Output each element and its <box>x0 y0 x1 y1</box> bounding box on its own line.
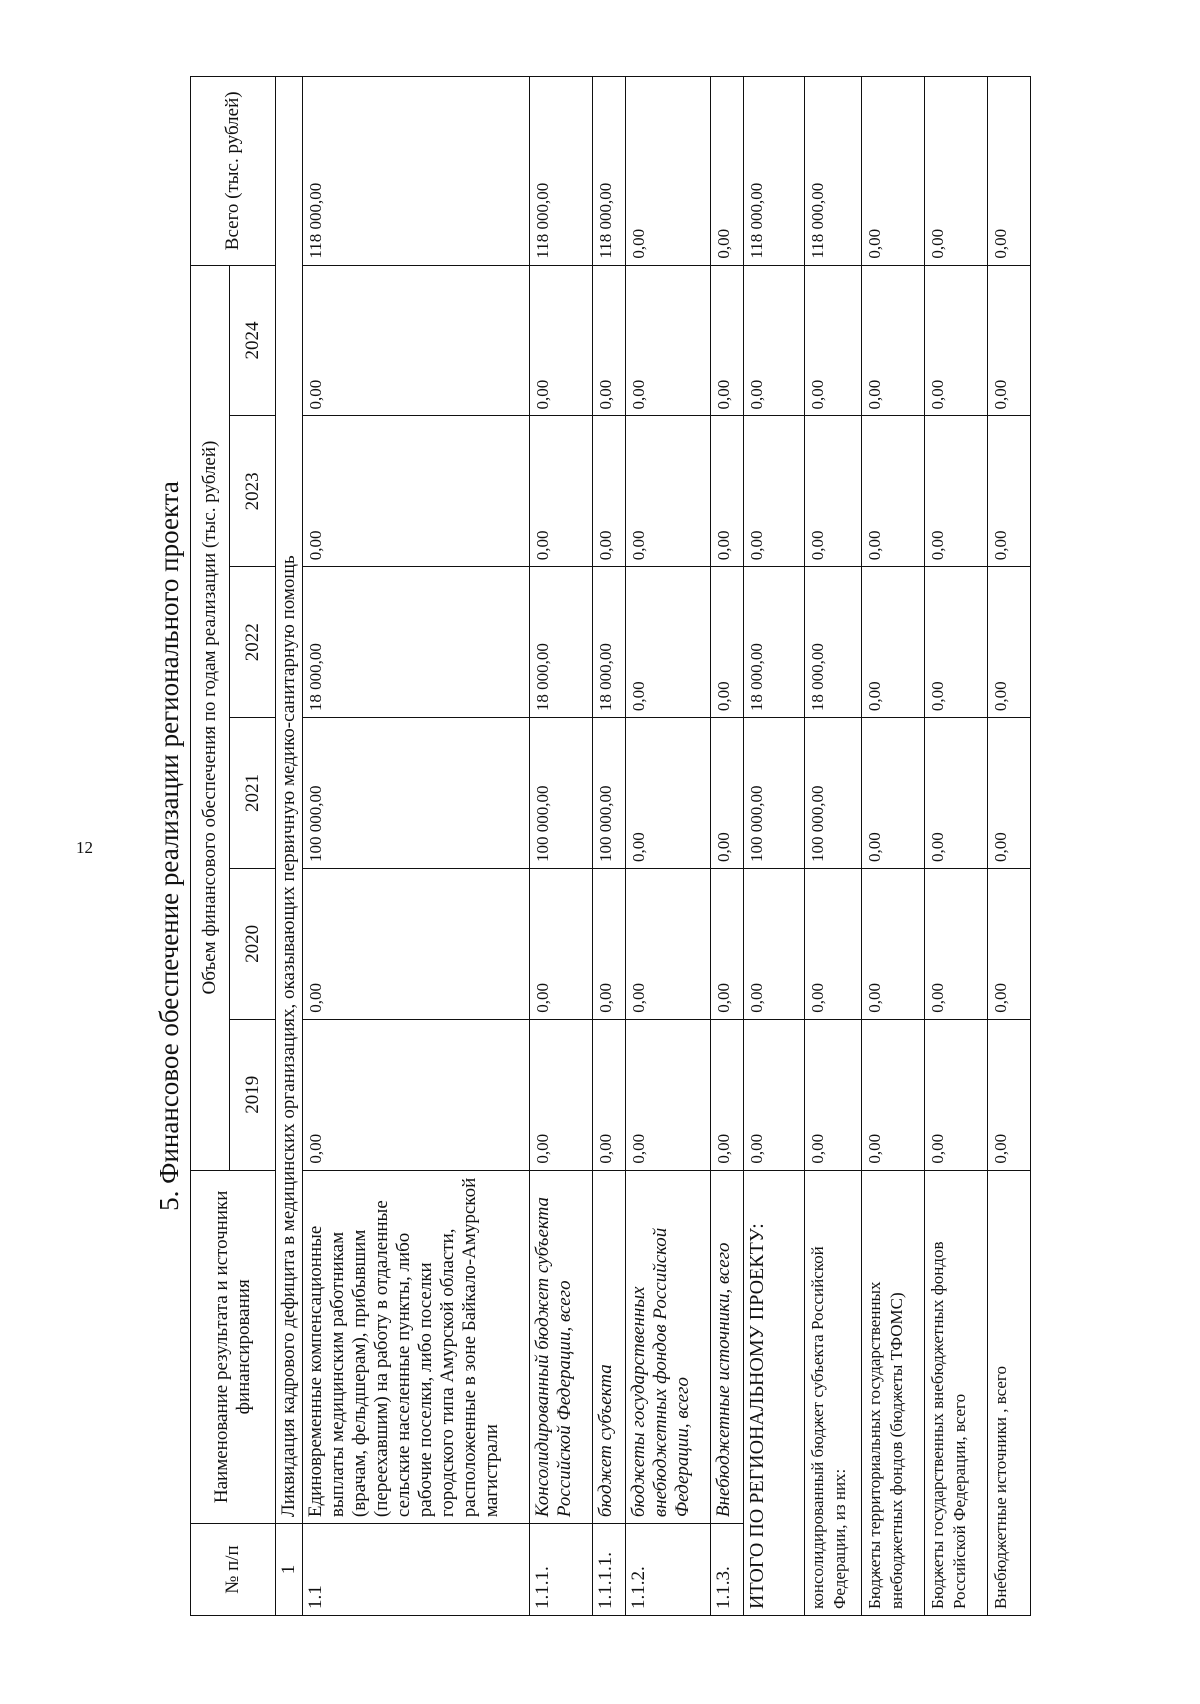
value-cell: 0,00 <box>303 416 530 567</box>
value-cell: 18 000,00 <box>593 567 626 718</box>
financing-table <box>190 76 1031 1616</box>
total-cell: 118 000,00 <box>805 77 862 266</box>
value-cell: 0,00 <box>626 265 711 416</box>
value-cell: 0,00 <box>593 265 626 416</box>
row-no: 1.1 <box>303 1524 530 1616</box>
row-name: бюджеты государственных внебюджетных фондов Российской Федерации, всего <box>626 1170 711 1524</box>
row-no: 1.1.2. <box>626 1524 711 1616</box>
value-cell: 100 000,00 <box>805 718 862 869</box>
table-row <box>593 77 626 1616</box>
value-cell: 0,00 <box>711 567 744 718</box>
value-cell: 18 000,00 <box>303 567 530 718</box>
total-cell: 0,00 <box>988 77 1031 266</box>
value-cell: 0,00 <box>530 265 593 416</box>
value-cell: 0,00 <box>711 265 744 416</box>
section-row <box>276 77 303 1616</box>
value-cell: 0,00 <box>626 567 711 718</box>
table-row <box>530 77 593 1616</box>
value-cell: 0,00 <box>711 1019 744 1170</box>
page-title: 5. Финансовое обеспечение реализации регионального проекта <box>154 481 184 1211</box>
header-year: 2021 <box>230 718 276 869</box>
row-name: бюджет субъекта <box>593 1170 626 1524</box>
header-year: 2019 <box>230 1019 276 1170</box>
value-cell: 0,00 <box>593 1019 626 1170</box>
total-cell: 0,00 <box>626 77 711 266</box>
header-years-group: Объем финансового обеспечения по годам реализации (тыс. рублей) <box>191 265 230 1170</box>
value-cell: 0,00 <box>805 416 862 567</box>
header-total: Всего (тыс. рублей) <box>191 77 276 266</box>
value-cell: 0,00 <box>303 1019 530 1170</box>
value-cell: 18 000,00 <box>530 567 593 718</box>
table-row <box>711 77 744 1616</box>
value-cell: 0,00 <box>626 416 711 567</box>
summary-row <box>805 77 862 1616</box>
value-cell: 0,00 <box>925 567 988 718</box>
value-cell: 0,00 <box>530 868 593 1019</box>
summary-row <box>988 77 1031 1616</box>
value-cell: 0,00 <box>988 868 1031 1019</box>
value-cell: 18 000,00 <box>744 567 805 718</box>
value-cell: 0,00 <box>925 1019 988 1170</box>
header-year: 2023 <box>230 416 276 567</box>
page-number: 12 <box>76 838 93 857</box>
total-cell: 0,00 <box>925 77 988 266</box>
summary-name: Бюджеты государственных внебюджетных фондов Российской Федерации, всего <box>925 1170 988 1615</box>
value-cell: 0,00 <box>862 718 925 869</box>
value-cell: 100 000,00 <box>530 718 593 869</box>
total-cell: 118 000,00 <box>303 77 530 266</box>
value-cell: 0,00 <box>805 868 862 1019</box>
value-cell: 0,00 <box>711 416 744 567</box>
value-cell: 0,00 <box>988 567 1031 718</box>
value-cell: 18 000,00 <box>805 567 862 718</box>
value-cell: 0,00 <box>626 868 711 1019</box>
itogo-label: ИТОГО ПО РЕГИОНАЛЬНОМУ ПРОЕКТУ: <box>744 1170 805 1615</box>
value-cell: 100 000,00 <box>744 718 805 869</box>
header-year: 2022 <box>230 567 276 718</box>
header-no: № п/п <box>191 1524 276 1616</box>
value-cell: 100 000,00 <box>593 718 626 869</box>
value-cell: 0,00 <box>988 1019 1031 1170</box>
value-cell: 0,00 <box>862 567 925 718</box>
value-cell: 0,00 <box>711 718 744 869</box>
section-no: 1 <box>276 1524 303 1616</box>
value-cell: 0,00 <box>303 868 530 1019</box>
value-cell: 0,00 <box>925 416 988 567</box>
value-cell: 0,00 <box>862 868 925 1019</box>
value-cell: 0,00 <box>988 416 1031 567</box>
row-no: 1.1.1. <box>530 1524 593 1616</box>
table-row <box>626 77 711 1616</box>
value-cell: 0,00 <box>593 416 626 567</box>
value-cell: 0,00 <box>530 416 593 567</box>
value-cell: 0,00 <box>925 868 988 1019</box>
value-cell: 0,00 <box>303 265 530 416</box>
total-cell: 118 000,00 <box>593 77 626 266</box>
value-cell: 0,00 <box>530 1019 593 1170</box>
total-cell: 118 000,00 <box>744 77 805 266</box>
summary-name: Бюджеты территориальных государственных внебюджетных фондов (бюджеты ТФОМС) <box>862 1170 925 1615</box>
value-cell: 0,00 <box>925 265 988 416</box>
value-cell: 100 000,00 <box>303 718 530 869</box>
value-cell: 0,00 <box>744 1019 805 1170</box>
row-no: 1.1.1.1. <box>593 1524 626 1616</box>
value-cell: 0,00 <box>862 416 925 567</box>
value-cell: 0,00 <box>744 265 805 416</box>
total-cell: 0,00 <box>711 77 744 266</box>
value-cell: 0,00 <box>711 868 744 1019</box>
value-cell: 0,00 <box>593 868 626 1019</box>
value-cell: 0,00 <box>744 868 805 1019</box>
value-cell: 0,00 <box>805 265 862 416</box>
header-name: Наименование результата и источники финансирования <box>191 1170 276 1524</box>
value-cell: 0,00 <box>862 265 925 416</box>
row-name: Внебюджетные источники, всего <box>711 1170 744 1524</box>
value-cell: 0,00 <box>805 1019 862 1170</box>
value-cell: 0,00 <box>626 1019 711 1170</box>
total-row <box>744 77 805 1616</box>
table-row <box>303 77 530 1616</box>
row-name: Единовременные компенсационные выплаты медицинским работникам (врачам, фельдшерам), прибывшим (переехавшим) на работу в отдаленные сельские населенные пункты, либо рабочие поселки, либо поселки городского типа Амурской области, расположенные в зоне Байкало-Амурской магистрали <box>303 1170 530 1524</box>
summary-name: Внебюджетные источники , всего <box>988 1170 1031 1615</box>
value-cell: 0,00 <box>744 416 805 567</box>
summary-name: консолидированный бюджет субъекта Российской Федерации, из них: <box>805 1170 862 1615</box>
summary-row <box>862 77 925 1616</box>
summary-row <box>925 77 988 1616</box>
header-year: 2024 <box>230 265 276 416</box>
section-title: Ликвидация кадрового дефицита в медицинских организациях, оказывающих первичную медико-санитарную помощь <box>276 77 303 1524</box>
header-row <box>191 77 230 1616</box>
value-cell: 0,00 <box>988 718 1031 869</box>
value-cell: 0,00 <box>925 718 988 869</box>
header-year: 2020 <box>230 868 276 1019</box>
value-cell: 0,00 <box>626 718 711 869</box>
total-cell: 0,00 <box>862 77 925 266</box>
value-cell: 0,00 <box>988 265 1031 416</box>
rotated-page-content <box>152 76 1092 1616</box>
value-cell: 0,00 <box>862 1019 925 1170</box>
row-no: 1.1.3. <box>711 1524 744 1616</box>
row-name: Консолидированный бюджет субъекта Российской Федерации, всего <box>530 1170 593 1524</box>
total-cell: 118 000,00 <box>530 77 593 266</box>
